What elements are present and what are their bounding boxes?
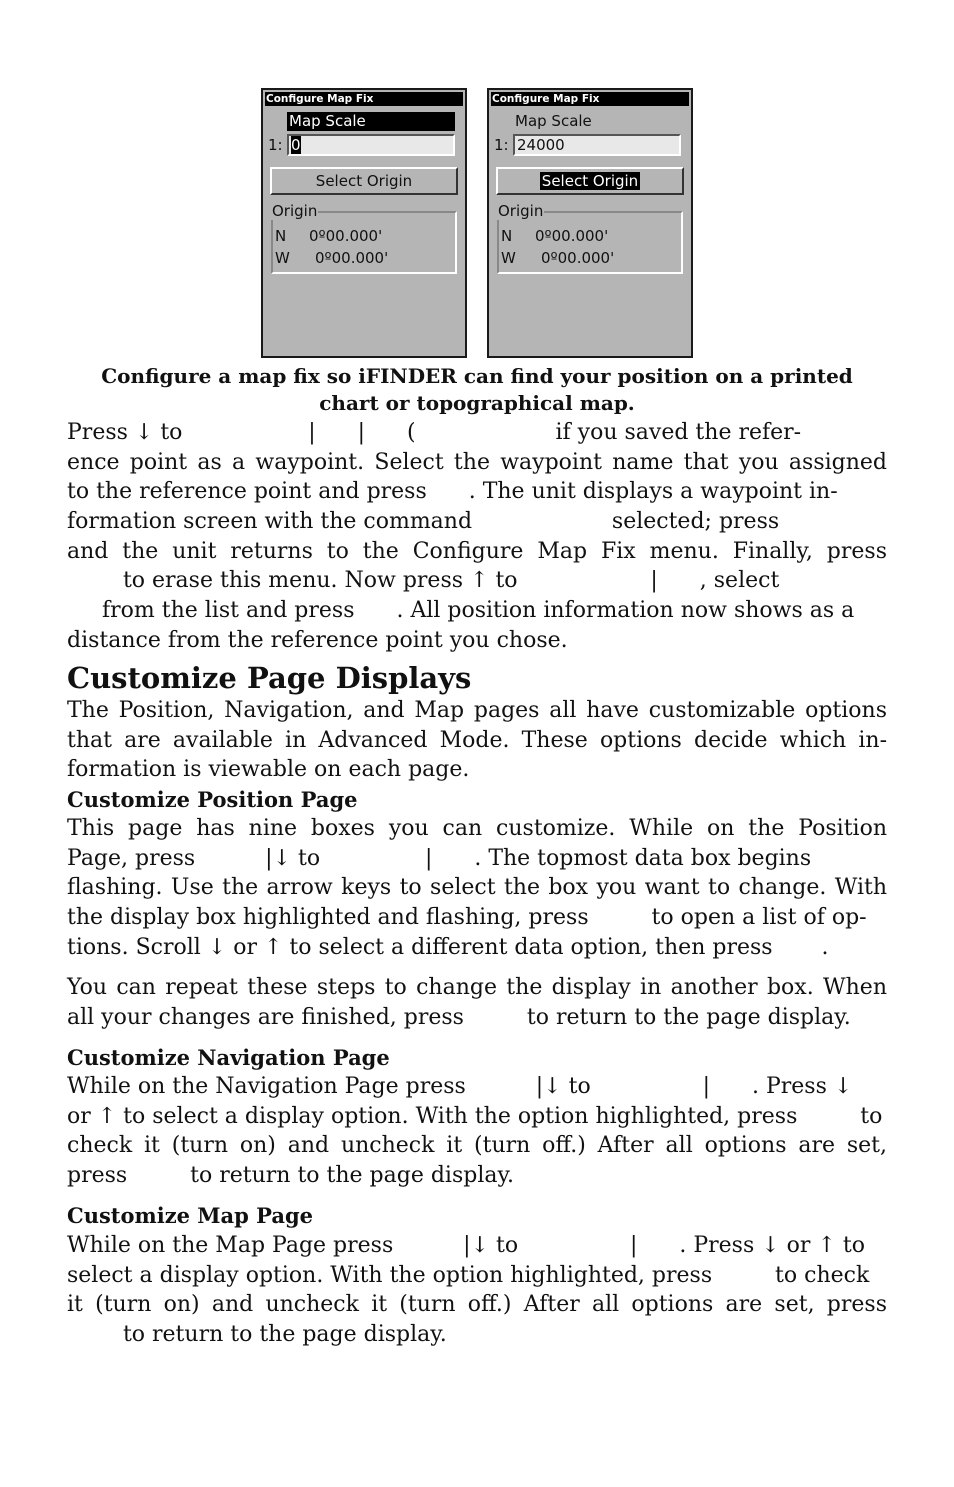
text-line: You can repeat these steps to change the display in another box. When xyxy=(67,975,887,1000)
position-paragraph xyxy=(67,814,887,962)
text-line: to the reference point and press . The unit displays a waypoint in- xyxy=(67,479,838,505)
subheading-map: Customize Map Page xyxy=(67,1203,314,1228)
text-line: check it (turn on) and uncheck it (turn off.) After all options are set, xyxy=(67,1133,887,1159)
text-line: Page, press |↓ to | . The topmost data box begins xyxy=(67,845,812,871)
text-line: from the list and press . All position information now shows as a xyxy=(67,598,855,624)
subheading-navigation: Customize Navigation Page xyxy=(67,1045,390,1070)
origin-west xyxy=(501,248,614,268)
text-line: or ↑ to select a display option. With the option highlighted, press to xyxy=(67,1103,883,1129)
screen-title: Configure Map Fix xyxy=(491,92,689,106)
subheading-position: Customize Position Page xyxy=(67,787,358,812)
figure-caption xyxy=(67,363,887,417)
text-line: select a display option. With the option highlighted, press to check xyxy=(67,1262,870,1288)
text-line: This page has nine boxes you can customize. While on the Position xyxy=(67,816,887,841)
map-scale-value: 0 xyxy=(291,136,301,154)
select-origin-button[interactable] xyxy=(496,167,684,195)
west-label: W xyxy=(275,249,290,267)
text-line: Press ↓ to | | ( if you saved the refer- xyxy=(67,420,802,445)
map-fix-screen-1 xyxy=(261,88,467,358)
map-scale-label: Map Scale xyxy=(287,112,455,131)
select-origin-label: Select Origin xyxy=(541,172,639,190)
text-line: and the unit returns to the Configure Map Fix menu. Finally, press xyxy=(67,538,887,564)
text-line: While on the Navigation Page press |↓ to | . Press ↓ xyxy=(67,1074,853,1099)
map-scale-input[interactable] xyxy=(513,134,681,156)
navigation-paragraph xyxy=(67,1072,887,1191)
text-line: formation is viewable on each page. xyxy=(67,757,470,783)
north-value: 0º00.000' xyxy=(535,227,609,245)
text-line: While on the Map Page press |↓ to | . Press ↓ or ↑ to xyxy=(67,1233,865,1258)
text-line: press to return to the page display. xyxy=(67,1163,514,1189)
text-line: formation screen with the command selected; press xyxy=(67,509,780,535)
north-value: 0º00.000' xyxy=(309,227,383,245)
west-value: 0º00.000' xyxy=(541,249,615,267)
instructions-paragraph xyxy=(67,418,887,656)
text-line: that are available in Advanced Mode. These options decide which in- xyxy=(67,727,887,753)
origin-label: Origin xyxy=(498,202,544,220)
caption-line: Configure a map fix so iFINDER can find your position on a printed xyxy=(101,364,853,388)
map-fix-screen-2 xyxy=(487,88,693,358)
scale-prefix: 1: xyxy=(494,136,509,154)
text-line: ence point as a waypoint. Select the waypoint name that you assigned xyxy=(67,449,887,475)
select-origin-label: Select Origin xyxy=(315,172,413,190)
origin-label: Origin xyxy=(272,202,318,220)
text-line: it (turn on) and uncheck it (turn off.) After all options are set, press xyxy=(67,1292,887,1318)
screen-title: Configure Map Fix xyxy=(265,92,463,106)
north-label: N xyxy=(275,227,287,245)
text-line: to return to the page display. xyxy=(67,1322,447,1348)
north-label: N xyxy=(501,227,513,245)
map-scale-value: 24000 xyxy=(517,136,565,154)
caption-line: chart or topographical map. xyxy=(319,391,635,415)
map-paragraph xyxy=(67,1231,887,1350)
scale-prefix: 1: xyxy=(268,136,283,154)
map-scale-label: Map Scale xyxy=(515,112,592,130)
text-line: all your changes are finished, press to return to the page display. xyxy=(67,1004,851,1030)
origin-west xyxy=(275,248,388,268)
text-line: tions. Scroll ↓ or ↑ to select a different data option, then press . xyxy=(67,934,829,960)
origin-north xyxy=(501,226,608,246)
text-line: flashing. Use the arrow keys to select the box you want to change. With xyxy=(67,875,887,901)
intro-paragraph xyxy=(67,696,887,785)
text-line: to erase this menu. Now press ↑ to | , select xyxy=(67,568,780,594)
repeat-paragraph xyxy=(67,973,887,1032)
text-line: the display box highlighted and flashing, press to open a list of op- xyxy=(67,905,867,931)
select-origin-button[interactable] xyxy=(270,167,458,195)
text-line: distance from the reference point you chose. xyxy=(67,627,568,653)
map-scale-input[interactable] xyxy=(287,134,455,156)
section-heading: Customize Page Displays xyxy=(67,661,472,695)
text-line: The Position, Navigation, and Map pages all have customizable options xyxy=(67,698,887,723)
west-value: 0º00.000' xyxy=(315,249,389,267)
west-label: W xyxy=(501,249,516,267)
origin-north xyxy=(275,226,382,246)
